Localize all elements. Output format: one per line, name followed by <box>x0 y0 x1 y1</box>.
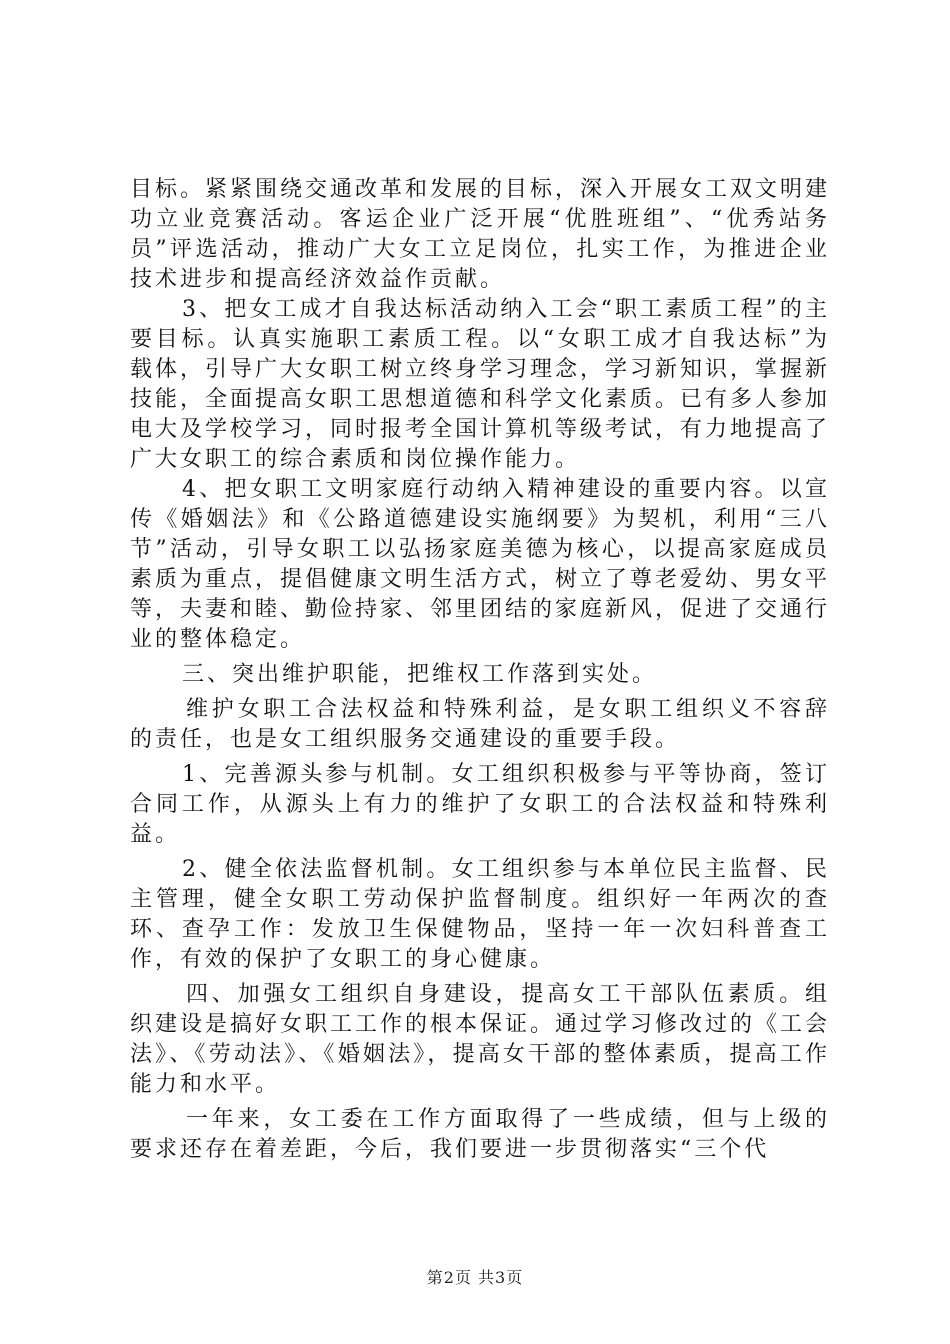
paragraph-9: 一年来，女工委在工作方面取得了一些成绩，但与上级的要求还存在着差距，今后，我们要进一步贯彻落实“三个代 <box>130 1107 830 1162</box>
paragraph-5: 维护女职工合法权益和特殊利益，是女职工组织义不容辞的责任，也是女工组织服务交通建设的重要手段。 <box>130 697 830 752</box>
paragraph-6: 1、完善源头参与机制。女工组织积极参与平等协商，签订合同工作，从源头上有力的维护了女职工的合法权益和特殊利益。 <box>130 762 830 847</box>
paragraph-2: 3、把女工成才自我达标活动纳入工会“职工素质工程”的主要目标。认真实施职工素质工程。以“女职工成才自我达标”为载体，引导广大女职工树立终身学习理念，学习新知识，掌握新技能，全面提高女职工思想道德和科学文化素质。已有多人参加电大及学校学习，同时报考全国计算机等级考试，有力地提高了广大女职工的综合素质和岗位操作能力。 <box>130 297 831 472</box>
paragraph-8: 四、加强女工组织自身建设，提高女工干部队伍素质。组织建设是搞好女职工工作的根本保证。通过学习修改过的《工会法》、《劳动法》、《婚姻法》，提高女干部的整体素质，提高工作能力和水平。 <box>130 982 831 1097</box>
paragraph-7: 2、健全依法监督机制。女工组织参与本单位民主监督、民主管理，健全女职工劳动保护监督制度。组织好一年两次的查环、查孕工作：发放卫生保健物品，坚持一年一次妇科普查工作，有效的保护了女职工的身心健康。 <box>130 857 830 972</box>
page-number-footer: 第2页 共3页 <box>426 1268 524 1287</box>
paragraph-1: 目标。紧紧围绕交通改革和发展的目标，深入开展女工双文明建功立业竞赛活动。客运企业广泛开展“优胜班组”、“优秀站务员”评选活动，推动广大女工立足岗位，扎实工作，为推进企业技术进步和提高经济效益作贡献。 <box>130 177 831 292</box>
section-heading-3: 三、突出维护职能，把维权工作落到实处。 <box>182 662 658 687</box>
paragraph-3: 4、把女职工文明家庭行动纳入精神建设的重要内容。以宣传《婚姻法》和《公路道德建设实施纲要》为契机，利用“三八节”活动，引导女职工以弘扬家庭美德为核心，以提高家庭成员素质为重点，提倡健康文明生活方式，树立了尊老爱幼、男女平等，夫妻和睦、勤俭持家、邻里团结的家庭新风，促进了交通行业的整体稳定。 <box>130 477 831 652</box>
document-body <box>130 175 830 1165</box>
